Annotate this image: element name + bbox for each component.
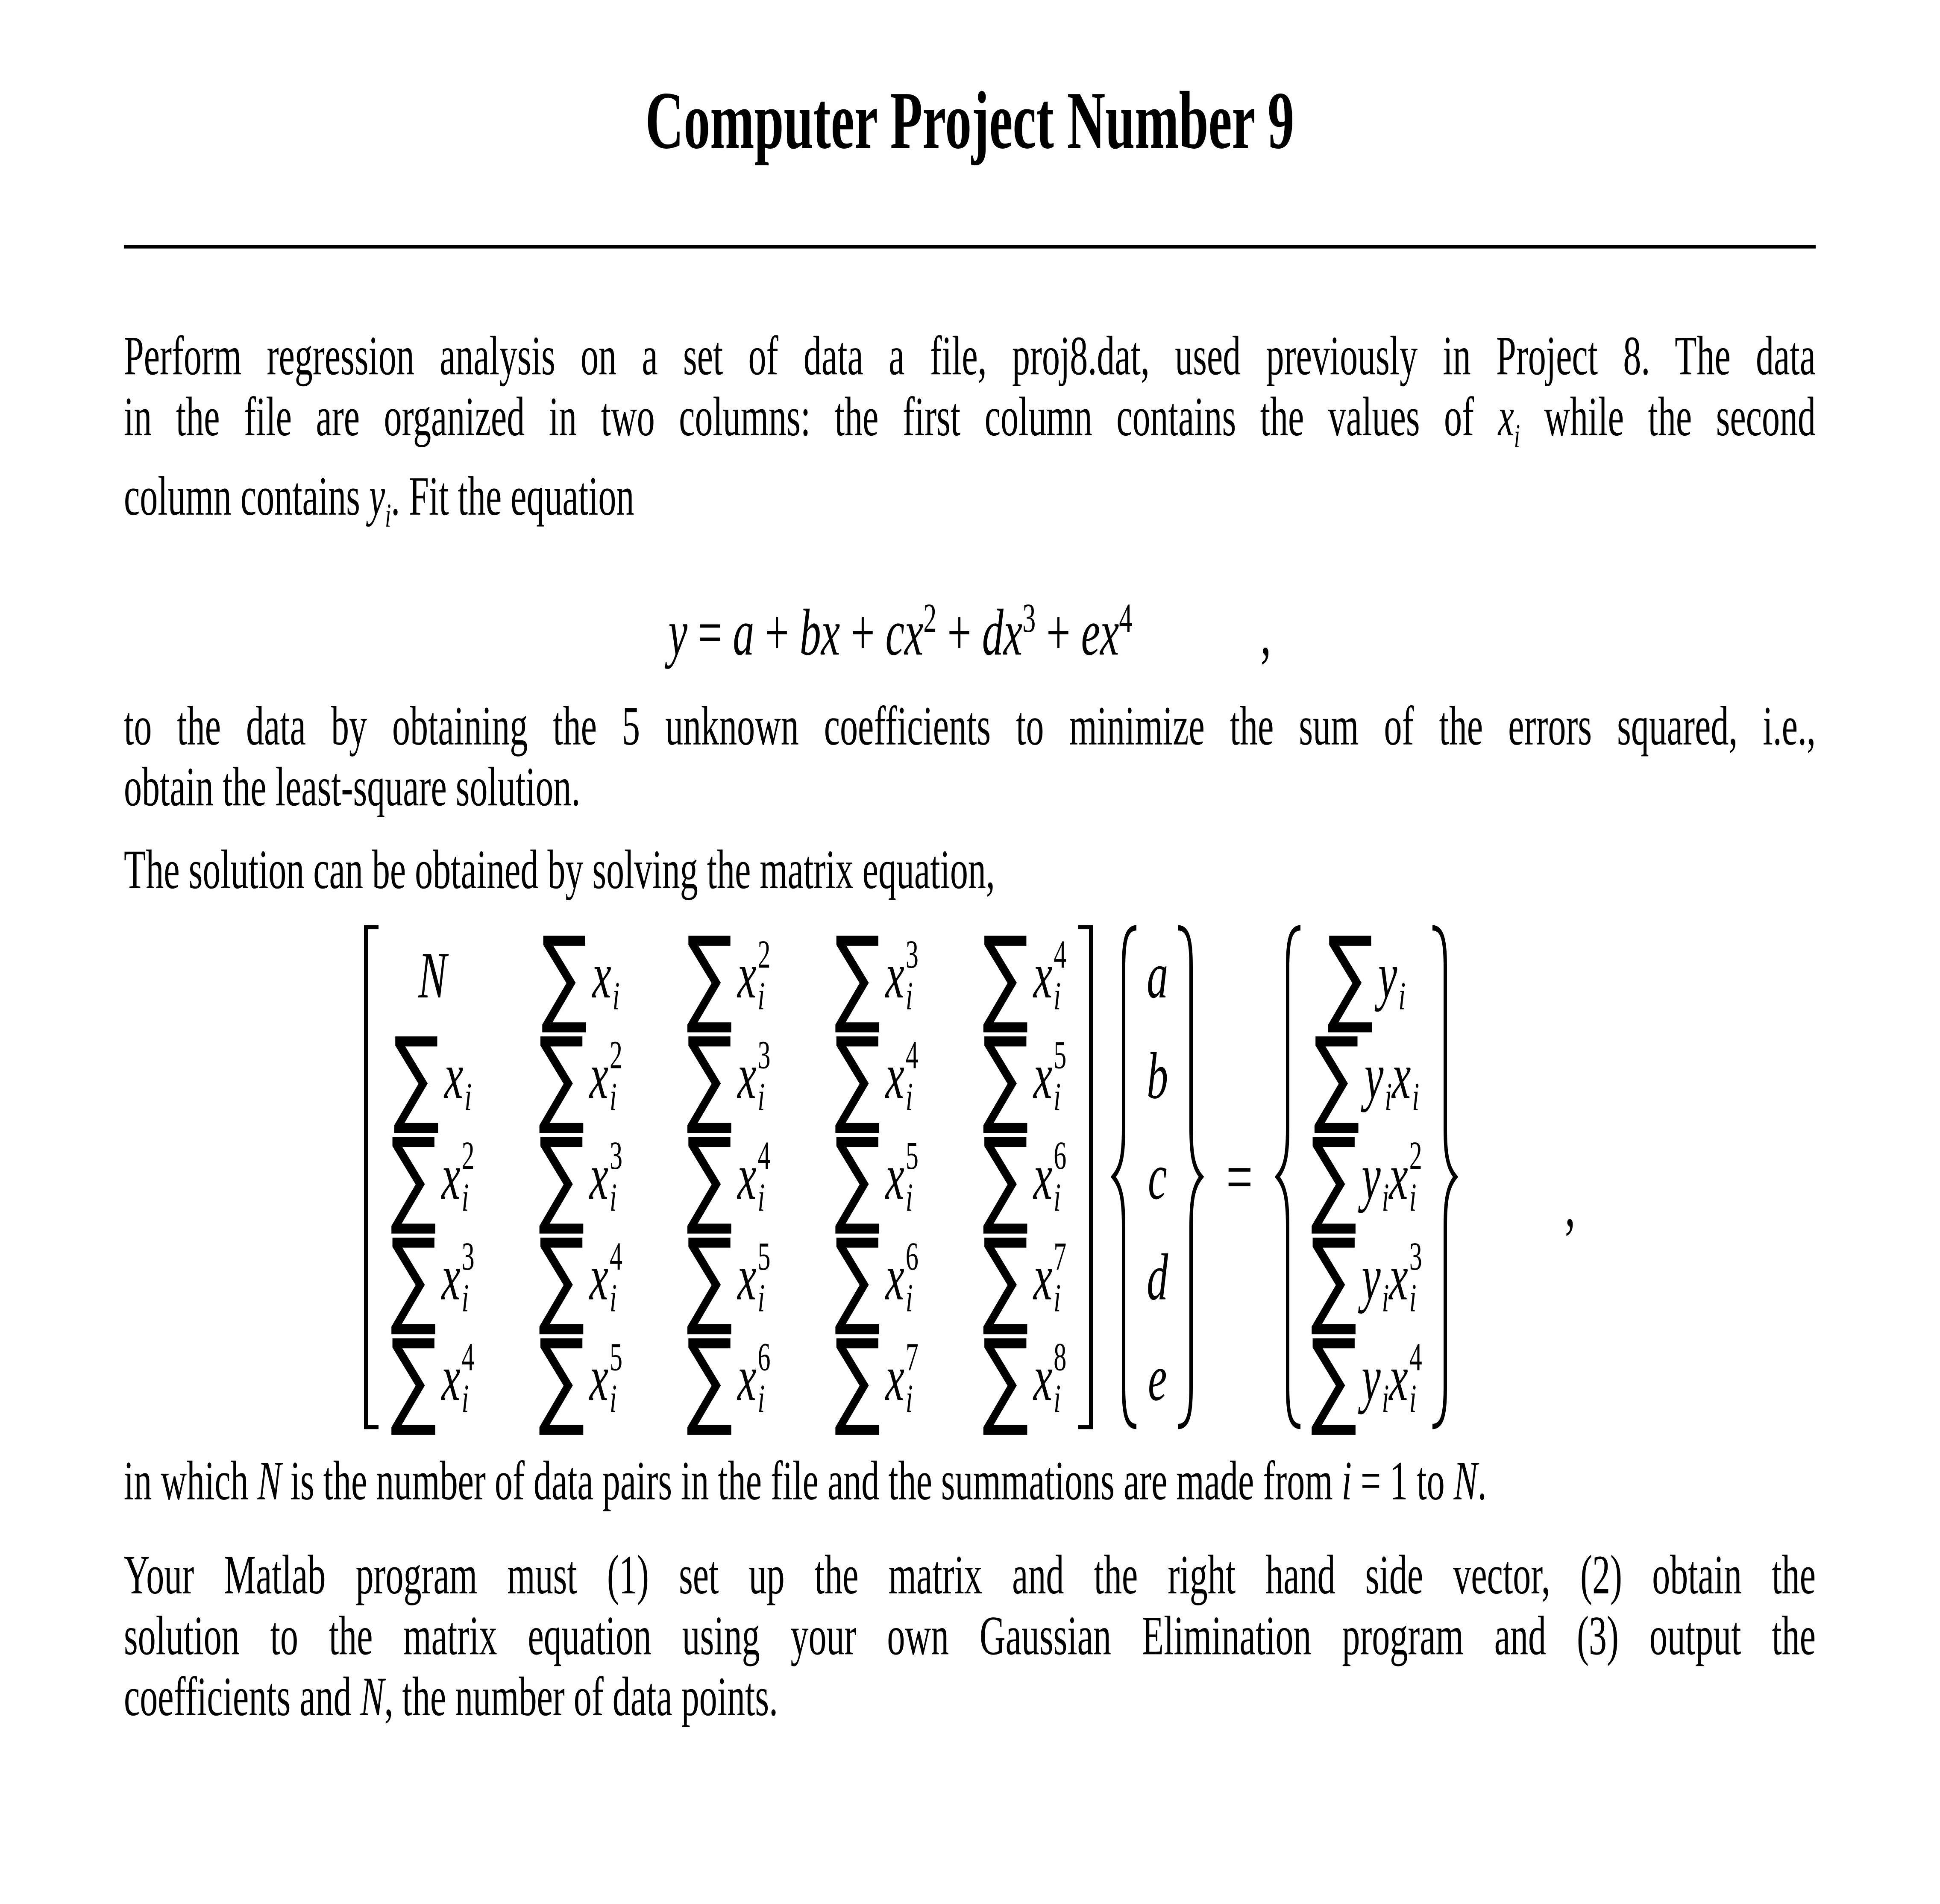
summation-sigma-icon: ∑	[834, 1316, 881, 1440]
math-term: ∑ x 3 i	[834, 913, 919, 1038]
summation-sigma-icon: ∑	[538, 1115, 585, 1239]
matrix-cell	[834, 1115, 919, 1239]
fit-equation-body: y = a + bx + $cx^2 + dx^3 + ex^4$	[668, 595, 1133, 669]
matrix-cell	[687, 1014, 771, 1138]
math-term: ∑ x 3 i	[687, 1014, 771, 1138]
vector-entry	[1311, 913, 1422, 1038]
summation-sigma-icon: ∑	[834, 913, 881, 1038]
matrix-cell	[982, 1215, 1067, 1340]
matrix-cell	[390, 925, 474, 1026]
summation-sigma-icon: ∑	[390, 1316, 437, 1440]
math-term: ∑ x 8 i	[982, 1316, 1067, 1440]
math-term: ∑ x 5 i	[538, 1316, 623, 1440]
unknown-vector-left-brace	[1111, 925, 1142, 1429]
text-line: column contains $y_i$. Fit the equation	[124, 465, 634, 534]
math-term: ∑ y i x i	[1313, 1014, 1420, 1138]
summation-sigma-icon: ∑	[390, 1215, 437, 1340]
rhs-vector-left-brace	[1275, 925, 1306, 1429]
text-line: coefficients and N, the number of data points.	[124, 1666, 778, 1728]
summation-sigma-icon: ∑	[393, 1014, 440, 1138]
summation-sigma-icon: ∑	[687, 1115, 733, 1239]
math-term: ∑ x 5 i	[834, 1115, 919, 1239]
summation-sigma-icon: ∑	[834, 1014, 881, 1138]
math-term: ∑ y i x 4 i	[1311, 1316, 1422, 1440]
summation-sigma-icon: ∑	[982, 913, 1029, 1038]
summation-sigma-icon: ∑	[982, 1115, 1029, 1239]
text-line: to the data by obtaining the 5 unknown coefficients to minimize the sum of the errors squared, i.e.,	[124, 695, 1816, 757]
math-term: N	[418, 939, 447, 1012]
vector-entry	[1147, 1127, 1168, 1228]
text-line: in which N is the number of data pairs in the file and the summations are made from i = 1 to N.	[124, 1450, 1487, 1512]
summation-sigma-icon: ∑	[982, 1014, 1029, 1138]
page-title: Computer Project Number 9	[645, 75, 1294, 166]
math-term: ∑ x i	[393, 1014, 472, 1138]
vector-entry	[1147, 1328, 1168, 1429]
matrix-cell	[687, 1215, 771, 1340]
matrix-cell	[834, 913, 919, 1038]
summation-sigma-icon: ∑	[687, 1014, 733, 1138]
text-line: Perform regression analysis on a set of data a file, proj8.dat, used previously in Project 8. The data	[124, 325, 1816, 387]
summation-sigma-icon: ∑	[1311, 1316, 1357, 1440]
equals-sign: =	[1226, 1136, 1253, 1218]
summation-sigma-icon: ∑	[687, 913, 733, 1038]
math-term: ∑ x 4 i	[834, 1014, 919, 1138]
rhs-vector-right-brace	[1427, 925, 1458, 1429]
text-line: Your Matlab program must (1) set up the matrix and the right hand side vector, (2) obtain the	[124, 1544, 1816, 1606]
matrix-cell	[539, 913, 622, 1038]
math-term: ∑ x 4 i	[687, 1115, 771, 1239]
math-term: ∑ x 4 i	[982, 913, 1067, 1038]
vector-entry	[1147, 1026, 1168, 1127]
text-line: obtain the least-square solution.	[124, 756, 581, 818]
summation-sigma-icon: ∑	[1327, 913, 1374, 1038]
fit-equation-comma: ,	[1260, 595, 1271, 669]
vector-entry	[1311, 1115, 1422, 1239]
matrix-left-bracket	[364, 925, 379, 1429]
matrix-cell	[687, 913, 771, 1038]
math-term: c	[1148, 1140, 1167, 1214]
math-term: a	[1147, 939, 1168, 1012]
summation-sigma-icon: ∑	[1313, 1014, 1360, 1138]
text-line: The solution can be obtained by solving the matrix equation,	[124, 839, 995, 901]
math-term: b	[1147, 1039, 1168, 1113]
least-squares-paragraph	[124, 696, 1816, 818]
text-line: solution to the matrix equation using your own Gaussian Elimination program and (3) output the	[124, 1605, 1816, 1667]
matrix-cell	[538, 1215, 623, 1340]
summation-sigma-icon: ∑	[538, 1215, 585, 1340]
matrix-cell	[982, 913, 1067, 1038]
summation-sigma-icon: ∑	[687, 1215, 733, 1340]
math-term: ∑ x 6 i	[834, 1215, 919, 1340]
math-term: ∑ x 7 i	[834, 1316, 919, 1440]
text-line: in the file are organized in two columns: the first column contains the values of $x_i$ while the second	[124, 386, 1816, 455]
summation-sigma-icon: ∑	[538, 1014, 585, 1138]
math-term: ∑ x 7 i	[982, 1215, 1067, 1340]
matrix-cell	[538, 1014, 623, 1138]
math-term: ∑ x 2 i	[687, 913, 771, 1038]
vector-entry	[1147, 925, 1168, 1026]
math-term: ∑ x 4 i	[390, 1316, 475, 1440]
math-term: ∑ x 3 i	[538, 1115, 623, 1239]
matrix-grid	[390, 913, 1067, 1440]
math-term: ∑ x 3 i	[390, 1215, 475, 1340]
vector-entry	[1311, 1014, 1422, 1138]
vector-entry	[1147, 1227, 1168, 1328]
matrix-cell	[538, 1115, 623, 1239]
math-term: e	[1148, 1341, 1167, 1415]
math-term: ∑ y i x 2 i	[1311, 1115, 1422, 1239]
summation-sigma-icon: ∑	[687, 1316, 733, 1440]
matrix-cell	[390, 1316, 475, 1440]
summation-sigma-icon: ∑	[982, 1215, 1029, 1340]
math-term: ∑ x 4 i	[538, 1215, 623, 1340]
math-term: ∑ y i	[1327, 913, 1406, 1038]
matrix-cell	[982, 1316, 1067, 1440]
unknown-vector-right-brace	[1173, 925, 1204, 1429]
fit-equation	[124, 582, 1816, 669]
matrix-cell	[982, 1115, 1067, 1239]
math-term: ∑ x 2 i	[538, 1014, 623, 1138]
requirements-paragraph	[124, 1545, 1816, 1728]
matrix-cell	[982, 1014, 1067, 1138]
solution-paragraph	[124, 840, 1816, 901]
summation-sigma-icon: ∑	[834, 1115, 881, 1239]
math-term: ∑ x 6 i	[687, 1316, 771, 1440]
summation-sigma-icon: ∑	[538, 1316, 585, 1440]
math-term: ∑ x 5 i	[982, 1014, 1067, 1138]
summation-sigma-icon: ∑	[834, 1215, 881, 1340]
math-term: ∑ x 6 i	[982, 1115, 1067, 1239]
math-term: d	[1147, 1241, 1168, 1314]
matrix-cell	[538, 1316, 623, 1440]
matrix-cell	[687, 1115, 771, 1239]
intro-paragraph	[124, 326, 1816, 546]
math-term: ∑ x 5 i	[687, 1215, 771, 1340]
matrix-cell	[687, 1316, 771, 1440]
math-term: ∑ x i	[541, 913, 620, 1038]
summation-sigma-icon: ∑	[1311, 1215, 1357, 1340]
matrix-cell	[834, 1316, 919, 1440]
math-term: ∑ y i x 3 i	[1311, 1215, 1422, 1340]
vector-entry	[1311, 1316, 1422, 1440]
title-rule	[124, 245, 1816, 249]
matrix-right-bracket	[1078, 925, 1093, 1429]
rhs-vector	[1311, 913, 1422, 1440]
matrix-cell	[834, 1215, 919, 1340]
matrix-cell	[390, 1215, 475, 1340]
summations-paragraph	[124, 1451, 1816, 1512]
matrix-cell	[390, 1115, 475, 1239]
matrix-cell	[834, 1014, 919, 1138]
summation-sigma-icon: ∑	[390, 1115, 437, 1239]
unknown-vector	[1147, 925, 1168, 1429]
math-term: ∑ x 2 i	[390, 1115, 475, 1239]
document-page	[0, 75, 1940, 1904]
matrix-trailing-comma: ,	[1564, 1167, 1576, 1241]
summation-sigma-icon: ∑	[541, 913, 588, 1038]
summation-sigma-icon: ∑	[1311, 1115, 1357, 1239]
vector-entry	[1311, 1215, 1422, 1340]
summation-sigma-icon: ∑	[982, 1316, 1029, 1440]
matrix-equation	[124, 913, 1816, 1440]
matrix-cell	[390, 1014, 474, 1138]
